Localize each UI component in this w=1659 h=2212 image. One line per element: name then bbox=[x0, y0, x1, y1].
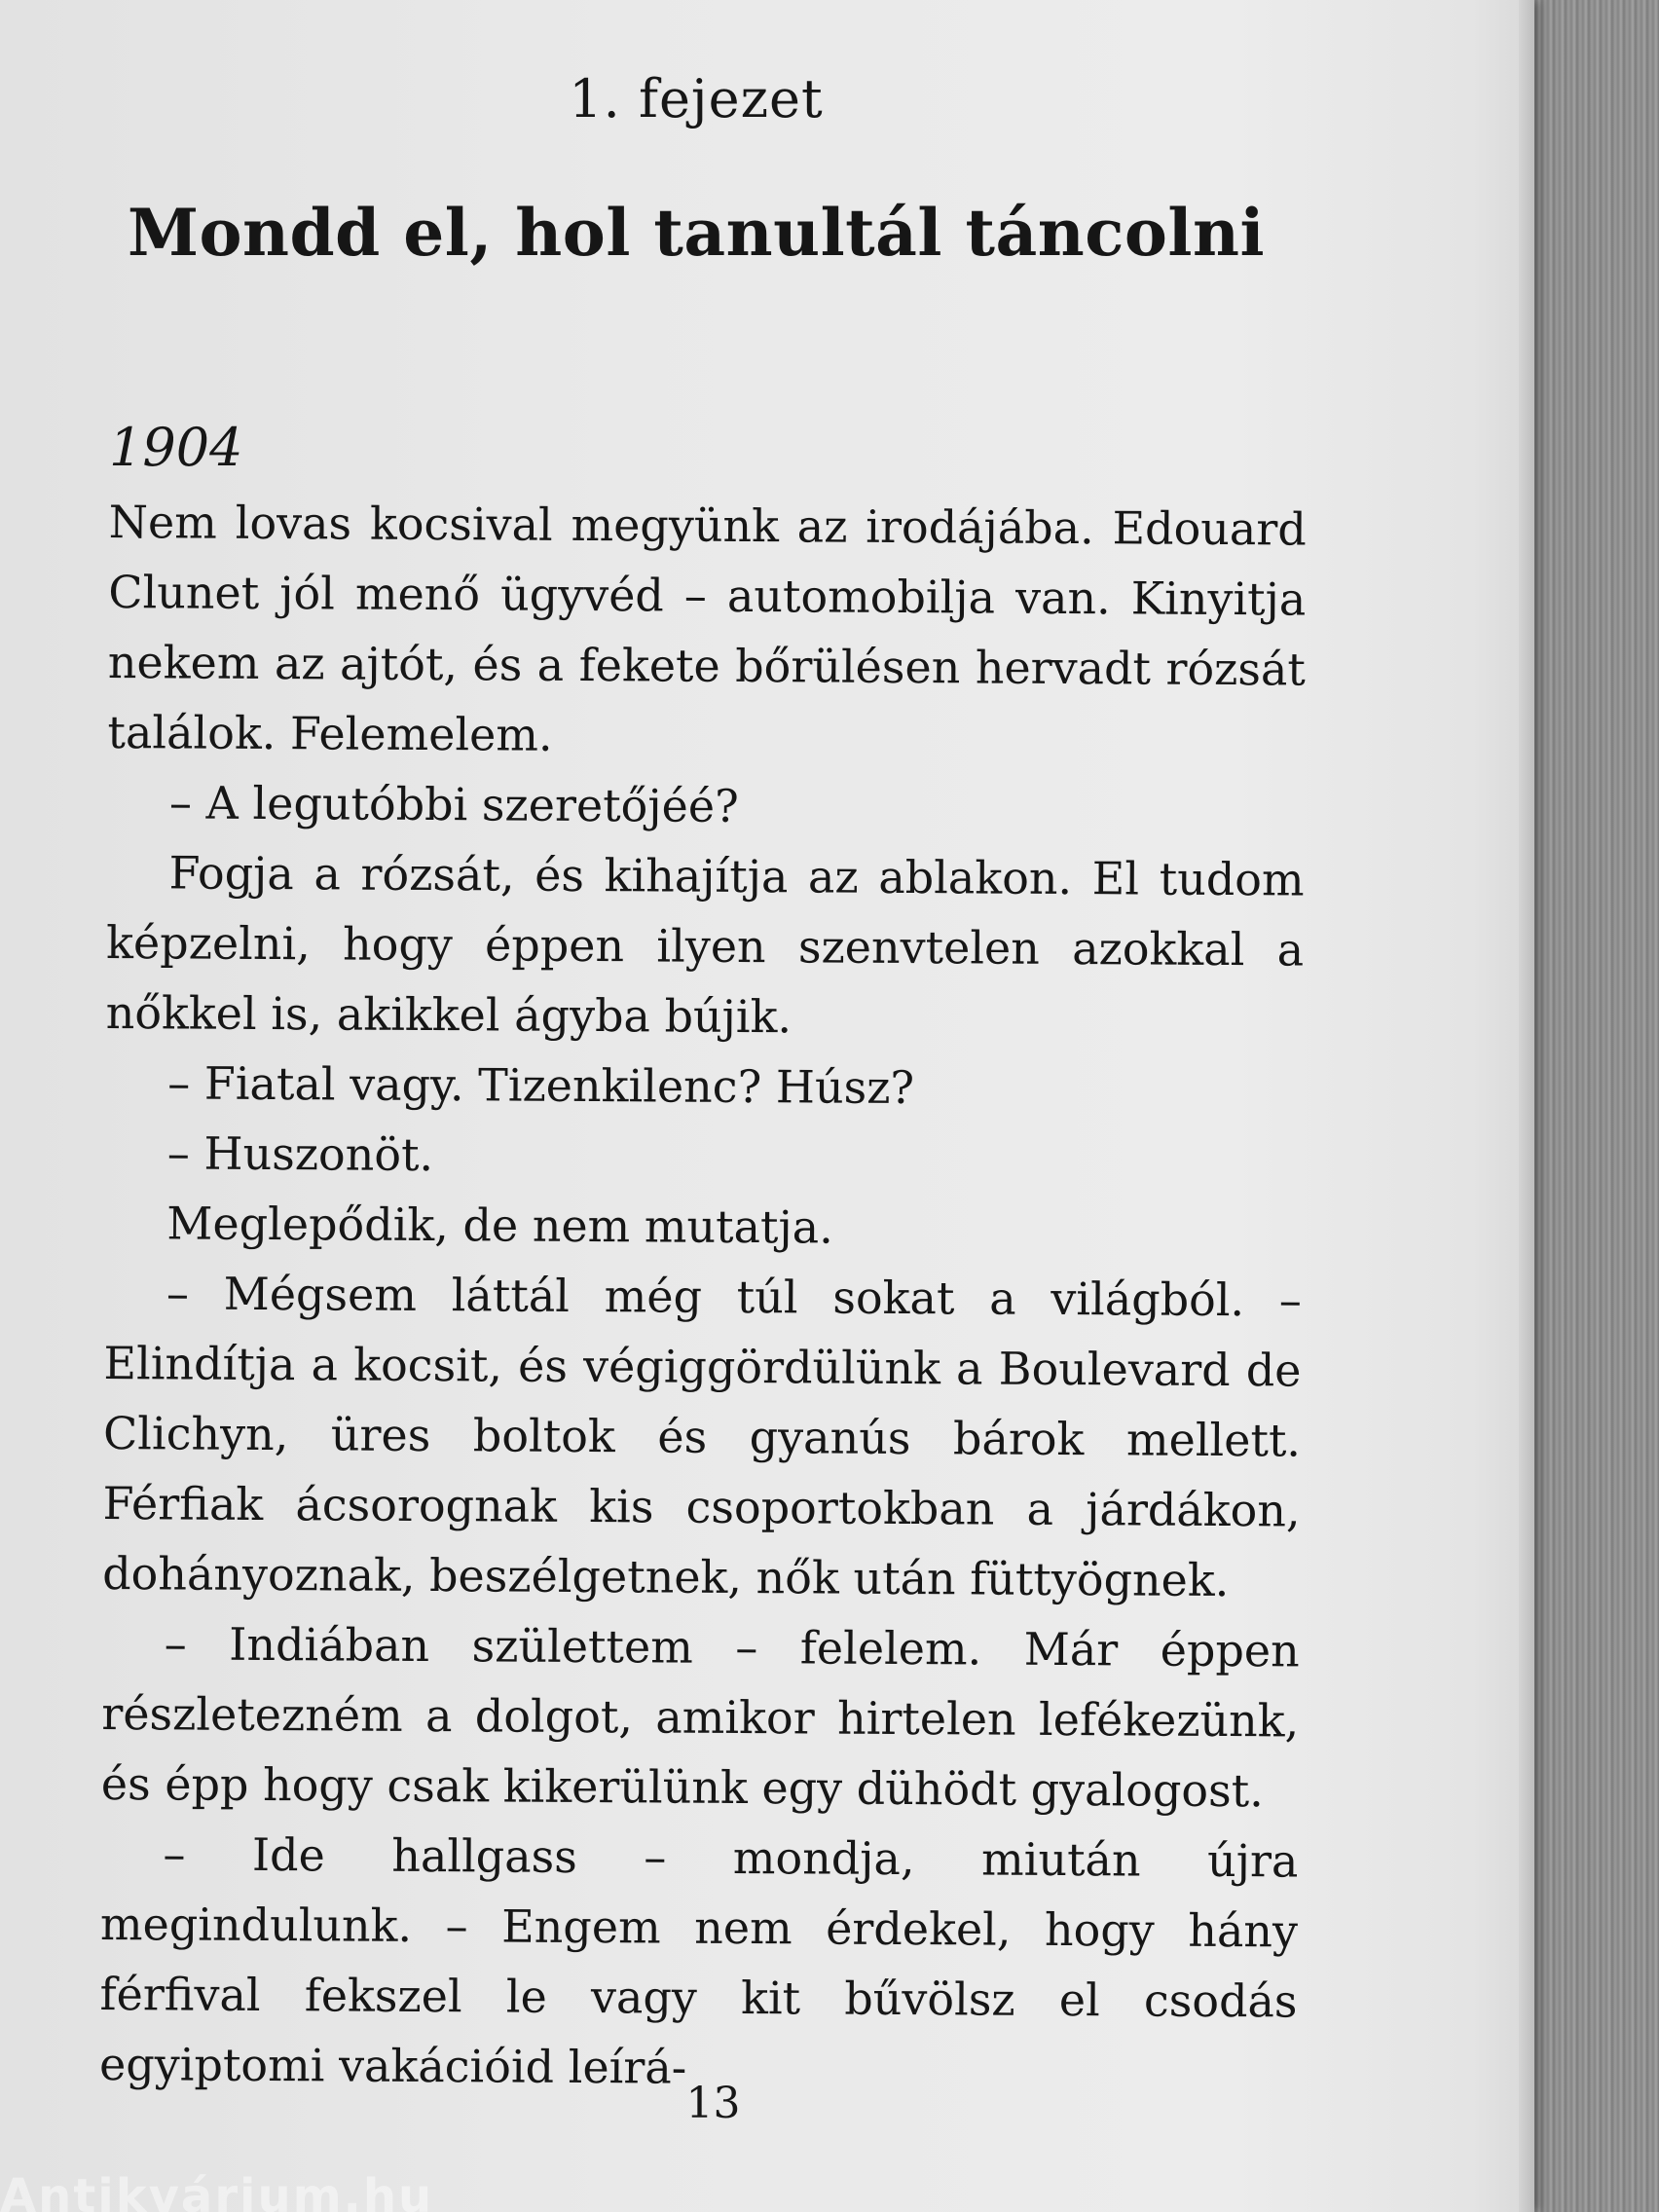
section-year: 1904 bbox=[109, 417, 243, 478]
paragraph: – Fiatal vagy. Tizenkilenc? Húsz? bbox=[167, 1056, 915, 1115]
body-text bbox=[99, 487, 1307, 2106]
page-edge bbox=[1519, 0, 1534, 2212]
paragraph: – Indiában születtem – felelem. Már éppen részletezném a dolgot, amikor hirtelen lefékezünk, és épp hogy csak kikerülünk egy dühödt gyalogost. bbox=[100, 1617, 1300, 1818]
page-number: 13 bbox=[685, 2079, 741, 2128]
paragraph: – A legutóbbi szeretőjéé? bbox=[168, 776, 739, 832]
background-surface bbox=[1519, 0, 1659, 2212]
chapter-number: 1. fejezet bbox=[569, 68, 824, 129]
paragraph: Fogja a rózsát, és kihajítja az ablakon. El tudom képzelni, hogy éppen ilyen szenvtelen azokkal a nőkkel is, akikkel ágyba bújik. bbox=[105, 846, 1305, 1044]
watermark: Antikvárium.hu bbox=[0, 2169, 434, 2212]
paragraph: – Ide hallgass – mondja, miután újra megindulunk. – Engem nem érdekel, hogy hány férfival fekszel le vagy kit bűvölsz el csodás egyiptomi vakációid leírá- bbox=[98, 1827, 1299, 2094]
paragraph: – Huszonöt. bbox=[166, 1126, 434, 1182]
paragraph: Nem lovas kocsival megyünk az irodájába. Edouard Clunet jól menő ügyvéd – automobilja van. Kinyitja nekem az ajtót, és a fekete bőrülésen hervadt rózsát találok. Felemelem. bbox=[107, 495, 1307, 761]
paragraph: – Mégsem láttál még túl sokat a világból. – Elindítja a kocsit, és végiggördülünk a Boulevard de Clichyn, üres boltok és gyanús bárok mellett. Férfiak ácsorognak kis csoportokban a járdákon, dohányoznak, beszélgetnek, nők után füttyögnek. bbox=[102, 1267, 1303, 1607]
paragraph: Meglepődik, de nem mutatja. bbox=[166, 1197, 833, 1254]
chapter-title: Mondd el, hol tanultál táncolni bbox=[127, 195, 1266, 271]
